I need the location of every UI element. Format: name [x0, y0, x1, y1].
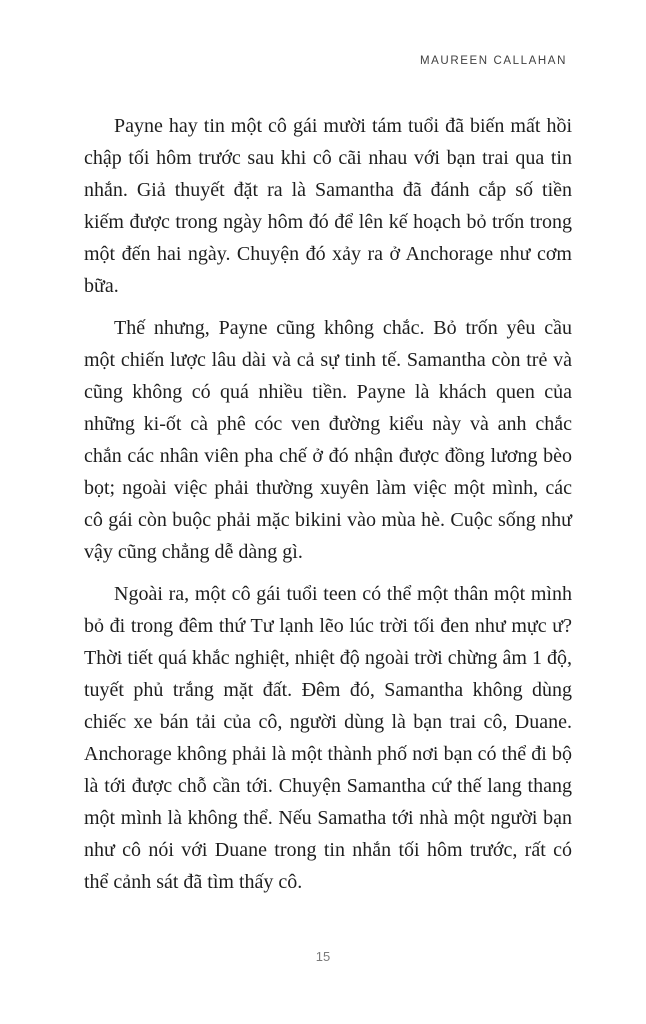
running-header [420, 55, 567, 67]
page-number-value: 15 [315, 949, 331, 964]
page-body [84, 110, 572, 908]
author-name: MAUREEN CALLAHAN [419, 55, 567, 67]
page-number [0, 949, 646, 964]
paragraph-3: Ngoài ra, một cô gái tuổi teen có thể một thân một mình bỏ đi trong đêm thứ Tư lạnh lẽo lúc trời tối đen như mực ư? Thời tiết quá khắc nghiệt, nhiệt độ ngoài trời chừng âm 1 độ, tuyết phủ trắng mặt đất. Đêm đó, Samantha không dùng chiếc xe bán tải của cô, người dùng là bạn trai cô, Duane. Anchorage không phải là một thành phố nơi bạn có thể đi bộ là tới được chỗ cần tới. Chuyện Samantha cứ thế lang thang một mình là không thể. Nếu Samatha tới nhà một người bạn như cô nói với Duane trong tin nhắn tối hôm trước, rất có thể cảnh sát đã tìm thấy cô. [84, 583, 572, 893]
paragraph-1: Payne hay tin một cô gái mười tám tuổi đã biến mất hồi chập tối hôm trước sau khi cô cãi nhau với bạn trai qua tin nhắn. Giả thuyết đặt ra là Samantha đã đánh cắp số tiền kiếm được trong ngày hôm đó để lên kế hoạch bỏ trốn trong một đến hai ngày. Chuyện đó xảy ra ở Anchorage như cơm bữa. [84, 115, 572, 297]
paragraph-2: Thế nhưng, Payne cũng không chắc. Bỏ trốn yêu cầu một chiến lược lâu dài và cả sự tinh tế. Samantha còn trẻ và cũng không có quá nhiều tiền. Payne là khách quen của những ki-ốt cà phê cóc ven đường kiểu này và anh chắc chắn các nhân viên pha chế ở đó nhận được đồng lương bèo bọt; ngoài việc phải thường xuyên làm việc một mình, các cô gái còn buộc phải mặc bikini vào mùa hè. Cuộc sống như vậy cũng chẳng dễ dàng gì. [84, 317, 572, 563]
